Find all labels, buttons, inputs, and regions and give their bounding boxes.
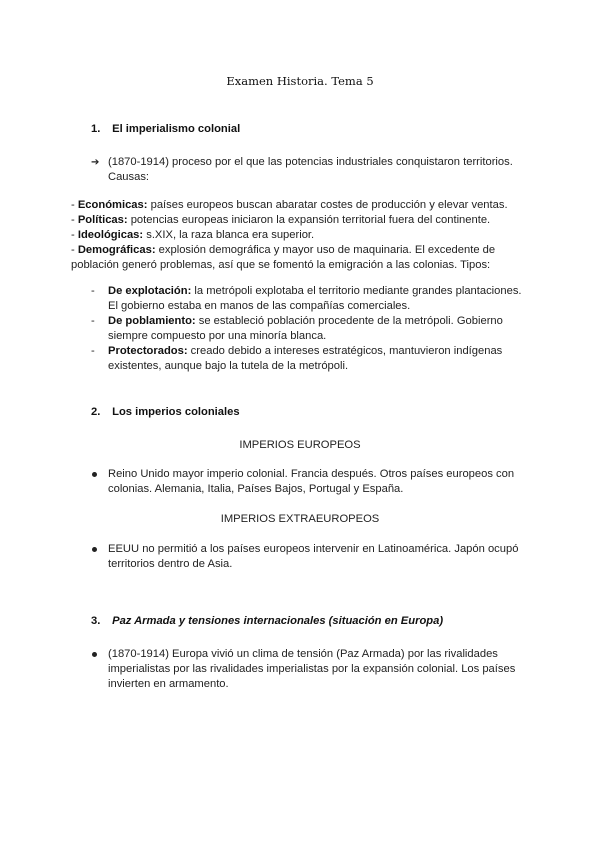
document-title: Examen Historia. Tema 5 <box>226 74 374 88</box>
section-2-number: 2. <box>91 406 101 418</box>
section-3-number: 3. <box>91 615 101 627</box>
document-page: Examen Historia. Tema 5 1. El imperialismo colonial ➔ (1870-1914) proceso por el que las potencias industriales conquistaron territorios. Causas: - Económicas: países europeos buscan abaratar costes de producción y elevar ventas. - Políticas: potencias europeas iniciaron la expansión territorial fuera del continente. - Ideológicas: s.XIX, la raza blanca era superior. - Demográficas: explosión demográfica y mayor uso de maquinaria. El excedente de población generó problemas, así que se fomentó la emigración a las colonias. Tipos: - De explotación: la metrópoli explotaba el territorio mediante grandes plantaciones. El gobierno estaba en manos de las compañías comerciales. - De poblamiento: se estableció población procedente de la metrópoli. Gobierno siempre compuesto por una minoría blanca. - Protectorados: creado debido a intereses estratégicos, mantuvieron indígenas existentes, aunque bajo la tutela de la metrópoli. 2. Los imperios coloniales IMPERIOS EUROPEOS Reino Unido mayor imperio colonial. Francia después. Otros países europeos con colonias. Alemania, Italia, Países Bajos, Portugal y España. IMPERIOS EXTRAEUROPEOS EEUU no permitió a los países europeos intervenir en Latinoamérica. Japón ocupó territorios dentro de Asia. 3. Paz Armada y tensiones internacionales (situación en Europa) (1870-1914) Europa vivió un clima de tensión (Paz Armada) por las rivalidades imperialistas por las rivalidades imperialistas por la expansión colonial. Los países invierten en armamento. <box>0 0 600 848</box>
section-1-intro-text: (1870-1914) proceso por el que las potencias industriales conquistaron territorios. Causas: <box>108 156 513 183</box>
bullet-icon <box>92 547 97 552</box>
cause-economicas: - Económicas: países europeos buscan abaratar costes de producción y elevar ventas. <box>71 199 508 211</box>
section-2-heading <box>91 405 240 420</box>
bullet-icon <box>92 472 97 477</box>
type-poblamiento: - De poblamiento: se estableció población procedente de la metrópoli. Gobierno siempre compuesto por una minoría blanca. <box>91 315 503 342</box>
causes-list <box>71 198 541 273</box>
subheading-imperios-extraeuropeos: IMPERIOS EXTRAEUROPEOS <box>220 513 380 525</box>
section-1-heading <box>91 122 240 137</box>
type-protectorados: - Protectorados: creado debido a intereses estratégicos, mantuvieron indígenas existentes, aunque bajo la tutela de la metrópoli. <box>91 345 503 372</box>
subheading-imperios-europeos: IMPERIOS EUROPEOS <box>239 439 361 451</box>
section-3-title: Paz Armada y tensiones internacionales (situación en Europa) <box>112 615 444 627</box>
section-3-heading <box>91 614 443 629</box>
colony-types-list <box>91 284 531 374</box>
cause-ideologicas: - Ideológicas: s.XIX, la raza blanca era superior. <box>71 229 315 241</box>
type-explotacion: - De explotación: la metrópoli explotaba el territorio mediante grandes plantaciones. El gobierno estaba en manos de las compañías comerciales. <box>91 285 522 312</box>
section-1-title: El imperialismo colonial <box>112 123 241 135</box>
cause-politicas: - Políticas: potencias europeas iniciaron la expansión territorial fuera del continente. <box>71 214 491 226</box>
section-1-number: 1. <box>91 123 101 135</box>
cause-demograficas: - Demográficas: explosión demográfica y mayor uso de maquinaria. El excedente de población generó problemas, así que se fomentó la emigración a las colonias. Tipos: <box>71 244 496 271</box>
bullet-icon <box>92 652 97 657</box>
arrow-icon: ➔ <box>91 157 100 168</box>
section-2-title: Los imperios coloniales <box>112 406 240 418</box>
